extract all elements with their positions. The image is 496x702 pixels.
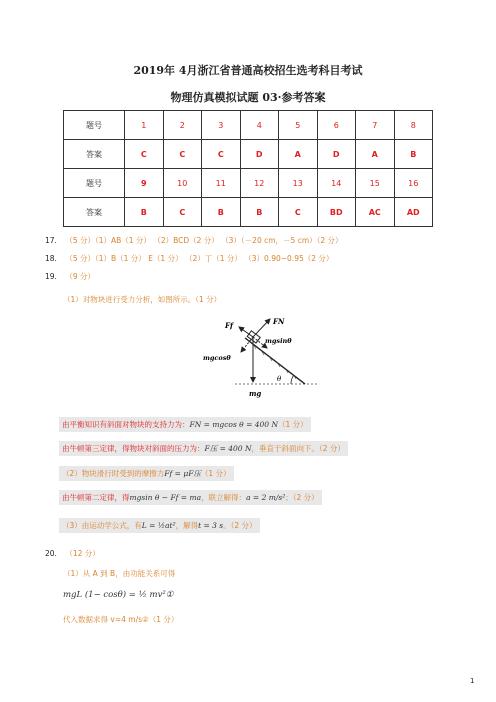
table-cell: 4 [240, 111, 279, 140]
answer-text: （1）对物块进行受力分析，如图所示。（1 分） [63, 295, 222, 304]
question-20 [45, 548, 100, 559]
table-cell: A [356, 140, 395, 169]
question-number: 18. [45, 254, 57, 263]
table-cell: 7 [356, 111, 395, 140]
table-cell: AD [394, 198, 433, 227]
table-cell: 3 [202, 111, 241, 140]
table-row [64, 140, 433, 169]
table-cell: C [163, 198, 202, 227]
document-subtitle: 物理仿真模拟试题 03·参考答案 [170, 91, 326, 104]
table-cell: 8 [394, 111, 433, 140]
question-17 [45, 235, 343, 246]
answer-table [63, 110, 433, 227]
table-cell: B [125, 198, 164, 227]
label-theta: θ [277, 375, 282, 383]
table-cell: C [279, 198, 318, 227]
solution-line-1: 由平衡知识有斜面对物块的支持力为：FN = mgcos θ = 400 N（1 分） [59, 417, 311, 432]
angle-arc [291, 375, 294, 384]
page-number: 1 [470, 677, 475, 685]
table-cell: 15 [356, 169, 395, 198]
table-cell: 2 [163, 111, 202, 140]
table-cell: B [202, 198, 241, 227]
answer-text: （5 分）（1）AB（1 分） （2）BCD（2 分） （3）（－20 cm，－5 cm）（2 分） [65, 236, 343, 245]
force-diagram [195, 316, 335, 408]
table-cell: BD [317, 198, 356, 227]
table-cell: 5 [279, 111, 318, 140]
table-cell-label: 题号 [64, 169, 125, 198]
label-mgcos: mgcosθ [203, 354, 231, 362]
table-cell: D [240, 140, 279, 169]
table-cell: 11 [202, 169, 241, 198]
equation: mgL (1− cosθ) = ½ mv²① [63, 590, 174, 600]
document-title: 2019年 4月浙江省普通高校招生选考科目考试 [133, 64, 363, 77]
table-cell: B [240, 198, 279, 227]
table-cell: 1 [125, 111, 164, 140]
table-cell-label: 题号 [64, 111, 125, 140]
label-ff: Ff [225, 321, 233, 330]
table-row [64, 169, 433, 198]
table-cell: C [125, 140, 164, 169]
table-cell: AC [356, 198, 395, 227]
question-number: 17. [45, 236, 57, 245]
normal-force-arrow [253, 319, 270, 337]
table-cell: 16 [394, 169, 433, 198]
question-19 [45, 271, 95, 282]
table-cell: D [317, 140, 356, 169]
table-row [64, 111, 433, 140]
table-cell: C [202, 140, 241, 169]
label-mg: mg [249, 389, 262, 398]
table-cell: A [279, 140, 318, 169]
answer-text: （1）从 A 到 B，由功能关系可得 [63, 569, 176, 578]
solution-line-2: 由牛顿第三定律，得物块对斜面的压力为：F压 = 400 N，垂直于斜面向下。（2 分） [59, 441, 348, 456]
table-cell: 9 [125, 169, 164, 198]
table-cell-label: 答案 [64, 198, 125, 227]
table-cell: 13 [279, 169, 318, 198]
solution-line-4: 由牛顿第二定律，得mgsin θ − Ff = ma，联立解得：a = 2 m/s²；（2 分） [59, 490, 322, 505]
solution-line-3: （2）物块滑行时受到的摩擦力Ff = μF压（1 分） [59, 466, 234, 481]
question-score: （9 分） [65, 272, 95, 281]
question-number: 19. [45, 272, 57, 281]
table-cell: 14 [317, 169, 356, 198]
table-cell: 12 [240, 169, 279, 198]
table-cell: 6 [317, 111, 356, 140]
table-row [64, 198, 433, 227]
table-cell: B [394, 140, 433, 169]
question-score: （12 分） [65, 549, 100, 558]
label-mgsin: mgsinθ [265, 337, 292, 345]
question-18 [45, 253, 333, 264]
table-cell: 10 [163, 169, 202, 198]
table-cell: C [163, 140, 202, 169]
question-number: 20. [45, 549, 57, 558]
table-cell-label: 答案 [64, 140, 125, 169]
answer-text: （5 分）（1）B（1 分） E（1 分） （2）丁（1 分） （3）0.90~0.95（2 分） [65, 254, 334, 263]
answer-text: 代入数据求得 v=4 m/s②（1 分） [63, 615, 179, 624]
label-fn: FN [273, 317, 285, 326]
solution-line-5: （3）由运动学公式，有L = ½at²，解得t = 3 s。（2 分） [59, 518, 260, 533]
